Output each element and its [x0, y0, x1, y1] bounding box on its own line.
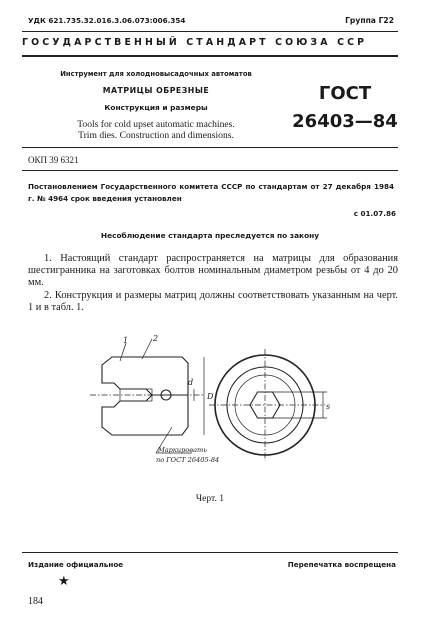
effective-date: с 01.07.86	[353, 209, 396, 218]
standard-banner: ГОСУДАРСТВЕННЫЙ СТАНДАРТ СОЮЗА ССР	[22, 37, 368, 48]
marking-note-2: по ГОСТ 26405-84	[156, 456, 220, 464]
dim-label-s: s	[326, 402, 331, 411]
decree-text: Постановлением Государственного комитета СССР по стандартам от 27 декабря 1984 г. № 4964 срок введения установлен	[28, 182, 394, 203]
banner-rule	[22, 55, 398, 57]
group-code: Группа Г22	[345, 16, 394, 25]
figure-caption: Черт. 1	[195, 493, 225, 504]
paragraph-2: 2. Конструкция и размеры матриц должны соответствовать указанным на черт. 1 и в табл. 1.	[28, 290, 398, 313]
law-warning: Несоблюдение стандарта преследуется по закону	[100, 231, 320, 240]
reprint-note: Перепечатка воспрещена	[287, 560, 396, 569]
gost-label: ГОСТ	[318, 83, 372, 104]
okp-rule	[22, 170, 398, 171]
marking-note-1: Маркировать	[158, 446, 207, 454]
dim-label-d: d	[188, 378, 194, 387]
udk-code: УДК 621.735.32.016.3.06.073:006.354	[28, 16, 186, 25]
leader-label-1: 1	[123, 336, 129, 345]
star-icon: ★	[58, 573, 70, 588]
footer-rule	[22, 552, 398, 553]
dim-label-D: D	[207, 392, 214, 401]
title-line-1: Инструмент для холодновысадочных автоматов	[60, 70, 252, 78]
leader-label-2: 2	[153, 334, 159, 343]
paragraph-1: 1. Настоящий стандарт распространяется на матрицы для образования шестигранника на заготовках болтов номинальным диаметром резьбы от 4 до 20 мм.	[28, 253, 398, 288]
title-block	[22, 70, 290, 141]
leader-line-2	[142, 339, 152, 359]
title-line-3: Конструкция и размеры	[104, 103, 208, 112]
title-rule	[22, 147, 398, 148]
die-end-view-drawing	[205, 345, 345, 475]
gost-number: 26403—84	[292, 111, 398, 132]
title-line-5-en: Trim dies. Construction and dimensions.	[78, 130, 234, 141]
title-line-2: МАТРИЦЫ ОБРЕЗНЫЕ	[102, 86, 210, 95]
title-line-4-en: Tools for cold upset automatic machines.	[77, 119, 235, 130]
leader-line-1	[120, 343, 126, 361]
top-rule	[22, 31, 398, 32]
page-number: 184	[28, 596, 43, 607]
edition-note: Издание официальное	[28, 560, 124, 569]
okp-code: ОКП 39 6321	[28, 155, 79, 165]
